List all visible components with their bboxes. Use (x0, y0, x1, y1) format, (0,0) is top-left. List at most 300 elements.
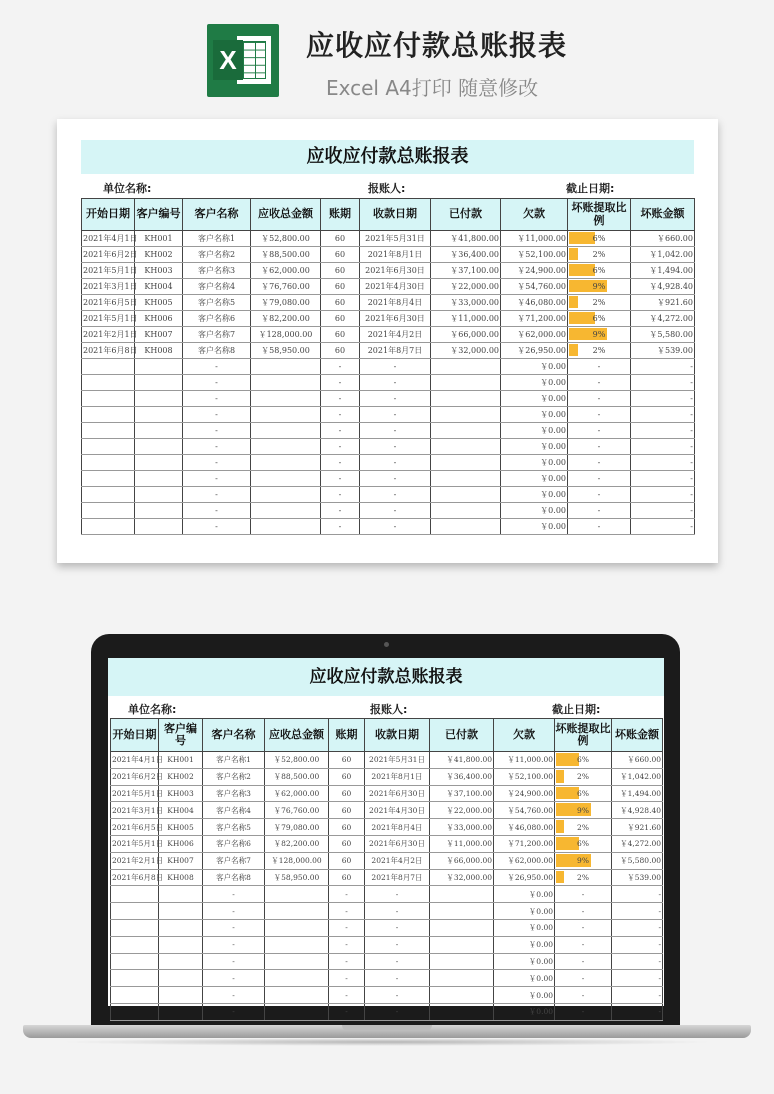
bad-debt-amount-cell: ￥4,272.00 (612, 835, 663, 852)
start-date-cell (82, 503, 135, 519)
ratio-bar (569, 344, 578, 356)
excel-logo-icon (207, 24, 279, 97)
term-cell: 60 (329, 869, 365, 886)
term-cell: - (329, 936, 365, 953)
customer-id-cell: KH006 (135, 311, 183, 327)
ratio-label: - (597, 458, 601, 467)
start-date-cell (111, 1003, 159, 1020)
start-date-cell: 2021年2月1日 (111, 852, 159, 869)
owed-amount-cell: ￥62,000.00 (494, 852, 555, 869)
bad-debt-amount-cell: ￥1,042.00 (631, 247, 695, 263)
receivable-total-cell: ￥58,950.00 (251, 343, 321, 359)
ratio-bar (556, 787, 579, 800)
ratio-label: 9% (592, 282, 606, 291)
bad-debt-ratio-cell (555, 752, 612, 769)
table-row (111, 869, 663, 886)
payment-date-cell: 2021年4月2日 (360, 327, 431, 343)
customer-name-cell: 客户名称4 (203, 802, 265, 819)
column-header: 收款日期 (365, 719, 430, 752)
table-row (82, 247, 695, 263)
paid-amount-cell (431, 487, 501, 503)
customer-id-cell: KH002 (159, 768, 203, 785)
receivable-total-cell: ￥82,200.00 (251, 311, 321, 327)
customer-name-cell: - (183, 503, 251, 519)
receivable-total-cell (251, 407, 321, 423)
term-cell: 60 (321, 247, 360, 263)
receivable-total-cell (265, 919, 329, 936)
term-cell: - (329, 987, 365, 1004)
ratio-bar (569, 264, 595, 276)
paid-amount-cell (430, 953, 494, 970)
start-date-cell (111, 886, 159, 903)
owed-amount-cell: ￥0.00 (501, 439, 568, 455)
bad-debt-ratio-cell (568, 471, 631, 487)
bad-debt-amount-cell: - (631, 407, 695, 423)
start-date-cell: 2021年4月1日 (111, 752, 159, 769)
sheet-preview-a4 (57, 119, 718, 563)
customer-name-cell: 客户名称3 (183, 263, 251, 279)
ratio-label: - (597, 474, 601, 483)
receivable-total-cell: ￥62,000.00 (265, 785, 329, 802)
customer-name-cell: - (203, 936, 265, 953)
ratio-label: 6% (577, 839, 589, 849)
ratio-label: - (581, 973, 585, 983)
ratio-label: - (597, 506, 601, 515)
ratio-label: 2% (592, 346, 606, 355)
bad-debt-ratio-cell (568, 295, 631, 311)
ratio-label: - (581, 906, 585, 916)
bad-debt-amount-cell: - (612, 936, 663, 953)
payment-date-cell: 2021年4月30日 (365, 802, 430, 819)
ratio-bar (556, 871, 564, 884)
payment-date-cell: - (365, 1003, 430, 1020)
table-row (82, 471, 695, 487)
paid-amount-cell (431, 423, 501, 439)
receivable-total-cell (251, 375, 321, 391)
ratio-label: - (581, 1007, 585, 1017)
laptop-camera-icon (384, 642, 389, 647)
start-date-cell (111, 970, 159, 987)
term-cell: - (321, 375, 360, 391)
ratio-label: 2% (577, 822, 589, 832)
term-cell: 60 (321, 311, 360, 327)
customer-id-cell (159, 970, 203, 987)
customer-name-cell: - (183, 423, 251, 439)
customer-name-cell: 客户名称8 (183, 343, 251, 359)
paid-amount-cell: ￥32,000.00 (431, 343, 501, 359)
bad-debt-ratio-cell (555, 802, 612, 819)
receivable-total-cell (251, 487, 321, 503)
payment-date-cell: - (360, 391, 431, 407)
owed-amount-cell: ￥0.00 (494, 987, 555, 1004)
table-row (111, 936, 663, 953)
paid-amount-cell: ￥66,000.00 (431, 327, 501, 343)
ratio-bar (556, 837, 579, 850)
term-cell: 60 (329, 785, 365, 802)
bad-debt-ratio-cell (555, 987, 612, 1004)
term-cell: 60 (321, 263, 360, 279)
customer-id-cell (135, 423, 183, 439)
ratio-label: - (581, 923, 585, 933)
paid-amount-cell: ￥22,000.00 (431, 279, 501, 295)
start-date-cell: 2021年5月1日 (111, 835, 159, 852)
ratio-label: 2% (592, 250, 606, 259)
ratio-label: 6% (592, 314, 606, 323)
bad-debt-amount-cell: - (631, 471, 695, 487)
start-date-cell: 2021年4月1日 (82, 231, 135, 247)
ratio-label: - (597, 394, 601, 403)
unit-name-label: 单位名称: (128, 703, 177, 716)
ledger-table (81, 198, 695, 535)
customer-id-cell: KH007 (159, 852, 203, 869)
term-cell: - (329, 919, 365, 936)
customer-id-cell (159, 886, 203, 903)
table-row (82, 311, 695, 327)
customer-name-cell: - (203, 919, 265, 936)
customer-id-cell: KH007 (135, 327, 183, 343)
ratio-label: 2% (592, 298, 606, 307)
ratio-label: 6% (592, 234, 606, 243)
customer-name-cell: - (183, 487, 251, 503)
customer-id-cell: KH005 (135, 295, 183, 311)
table-row (82, 343, 695, 359)
term-cell: - (321, 519, 360, 535)
table-row (111, 752, 663, 769)
term-cell: 60 (321, 295, 360, 311)
table-row (82, 455, 695, 471)
bad-debt-amount-cell: - (631, 503, 695, 519)
term-cell: 60 (329, 819, 365, 836)
start-date-cell: 2021年3月1日 (111, 802, 159, 819)
unit-name-label: 单位名称: (103, 182, 152, 195)
start-date-cell (111, 936, 159, 953)
term-cell: - (329, 970, 365, 987)
ratio-label: 6% (592, 266, 606, 275)
payment-date-cell: - (365, 987, 430, 1004)
term-cell: 60 (329, 768, 365, 785)
paid-amount-cell (431, 519, 501, 535)
table-row (111, 785, 663, 802)
paid-amount-cell (430, 886, 494, 903)
term-cell: - (321, 471, 360, 487)
paid-amount-cell (431, 455, 501, 471)
customer-id-cell: KH001 (135, 231, 183, 247)
receivable-total-cell (251, 391, 321, 407)
term-cell: - (321, 455, 360, 471)
bad-debt-amount-cell: ￥4,928.40 (631, 279, 695, 295)
bad-debt-ratio-cell (555, 903, 612, 920)
receivable-total-cell (251, 455, 321, 471)
customer-id-cell: KH008 (135, 343, 183, 359)
table-row (111, 903, 663, 920)
table-row (82, 519, 695, 535)
customer-name-cell: - (203, 903, 265, 920)
bad-debt-amount-cell: - (631, 391, 695, 407)
paid-amount-cell: ￥37,100.00 (430, 785, 494, 802)
owed-amount-cell: ￥46,080.00 (501, 295, 568, 311)
bad-debt-amount-cell: - (631, 487, 695, 503)
bad-debt-amount-cell: - (612, 886, 663, 903)
column-header: 坏账提取比例 (555, 719, 612, 752)
owed-amount-cell: ￥0.00 (501, 503, 568, 519)
paid-amount-cell (430, 919, 494, 936)
term-cell: 60 (321, 279, 360, 295)
bad-debt-amount-cell: - (612, 919, 663, 936)
customer-name-cell: - (183, 391, 251, 407)
paid-amount-cell: ￥66,000.00 (430, 852, 494, 869)
table-row (82, 391, 695, 407)
bad-debt-ratio-cell (568, 311, 631, 327)
table-row (82, 231, 695, 247)
column-header: 开始日期 (111, 719, 159, 752)
paid-amount-cell (431, 471, 501, 487)
term-cell: - (329, 1003, 365, 1020)
ratio-label: - (597, 410, 601, 419)
bad-debt-amount-cell: - (631, 519, 695, 535)
customer-name-cell: - (183, 471, 251, 487)
start-date-cell: 2021年5月1日 (111, 785, 159, 802)
bad-debt-amount-cell: ￥660.00 (631, 231, 695, 247)
column-header: 账期 (329, 719, 365, 752)
payment-date-cell: - (360, 455, 431, 471)
customer-id-cell (135, 359, 183, 375)
table-row (111, 819, 663, 836)
laptop-notch (342, 1025, 432, 1031)
receivable-total-cell: ￥62,000.00 (251, 263, 321, 279)
bad-debt-amount-cell: - (612, 903, 663, 920)
column-header: 客户编号 (135, 199, 183, 231)
receivable-total-cell (265, 1003, 329, 1020)
bad-debt-amount-cell: ￥5,580.00 (612, 852, 663, 869)
owed-amount-cell: ￥54,760.00 (501, 279, 568, 295)
customer-name-cell: - (183, 519, 251, 535)
bad-debt-ratio-cell (568, 391, 631, 407)
receivable-total-cell: ￥82,200.00 (265, 835, 329, 852)
customer-name-cell: 客户名称5 (183, 295, 251, 311)
ratio-bar (556, 770, 564, 783)
start-date-cell: 2021年6月2日 (111, 768, 159, 785)
column-header: 应收总金额 (265, 719, 329, 752)
payment-date-cell: - (360, 503, 431, 519)
receivable-total-cell (251, 439, 321, 455)
ratio-label: 6% (577, 755, 589, 765)
customer-name-cell: 客户名称5 (203, 819, 265, 836)
ledger-table (110, 718, 663, 1021)
paid-amount-cell (431, 439, 501, 455)
ratio-label: - (581, 990, 585, 1000)
customer-id-cell (135, 455, 183, 471)
paid-amount-cell: ￥37,100.00 (431, 263, 501, 279)
receivable-total-cell: ￥76,760.00 (251, 279, 321, 295)
customer-name-cell: - (203, 953, 265, 970)
bad-debt-amount-cell: ￥1,494.00 (631, 263, 695, 279)
owed-amount-cell: ￥0.00 (494, 936, 555, 953)
table-row (82, 279, 695, 295)
owed-amount-cell: ￥0.00 (501, 471, 568, 487)
column-header: 收款日期 (360, 199, 431, 231)
customer-id-cell (159, 936, 203, 953)
bad-debt-ratio-cell (555, 768, 612, 785)
customer-name-cell: - (203, 987, 265, 1004)
receivable-total-cell (265, 886, 329, 903)
customer-name-cell: 客户名称7 (183, 327, 251, 343)
start-date-cell: 2021年5月1日 (82, 263, 135, 279)
start-date-cell (82, 455, 135, 471)
customer-name-cell: - (183, 359, 251, 375)
customer-name-cell: - (203, 886, 265, 903)
bad-debt-ratio-cell (555, 953, 612, 970)
bad-debt-ratio-cell (555, 835, 612, 852)
paid-amount-cell: ￥32,000.00 (430, 869, 494, 886)
customer-name-cell: 客户名称6 (183, 311, 251, 327)
column-header: 欠款 (501, 199, 568, 231)
term-cell: - (321, 439, 360, 455)
customer-id-cell: KH003 (135, 263, 183, 279)
bad-debt-ratio-cell (555, 819, 612, 836)
owed-amount-cell: ￥0.00 (501, 375, 568, 391)
paid-amount-cell (431, 503, 501, 519)
bad-debt-ratio-cell (555, 919, 612, 936)
customer-id-cell: KH004 (135, 279, 183, 295)
customer-name-cell: 客户名称3 (203, 785, 265, 802)
table-row (111, 768, 663, 785)
owed-amount-cell: ￥52,100.00 (494, 768, 555, 785)
owed-amount-cell: ￥0.00 (494, 1003, 555, 1020)
table-row (111, 953, 663, 970)
payment-date-cell: - (360, 487, 431, 503)
customer-name-cell: 客户名称1 (203, 752, 265, 769)
bad-debt-amount-cell: - (631, 439, 695, 455)
owed-amount-cell: ￥71,200.00 (494, 835, 555, 852)
receivable-total-cell (265, 936, 329, 953)
start-date-cell (111, 919, 159, 936)
term-cell: - (329, 886, 365, 903)
customer-name-cell: 客户名称4 (183, 279, 251, 295)
owed-amount-cell: ￥11,000.00 (501, 231, 568, 247)
owed-amount-cell: ￥0.00 (501, 423, 568, 439)
term-cell: - (329, 903, 365, 920)
column-header: 账期 (321, 199, 360, 231)
start-date-cell (111, 903, 159, 920)
paid-amount-cell (430, 903, 494, 920)
ratio-bar (569, 312, 595, 324)
start-date-cell (82, 439, 135, 455)
bad-debt-amount-cell: - (631, 359, 695, 375)
page-subtitle: Excel A4打印 随意修改 (326, 76, 539, 100)
ratio-bar (569, 232, 595, 244)
paid-amount-cell: ￥36,400.00 (430, 768, 494, 785)
customer-id-cell (159, 919, 203, 936)
term-cell: 60 (329, 852, 365, 869)
bad-debt-amount-cell: ￥4,272.00 (631, 311, 695, 327)
customer-id-cell (135, 439, 183, 455)
term-cell: - (321, 391, 360, 407)
paid-amount-cell: ￥36,400.00 (431, 247, 501, 263)
start-date-cell (82, 391, 135, 407)
paid-amount-cell (430, 970, 494, 987)
paid-amount-cell: ￥22,000.00 (430, 802, 494, 819)
payment-date-cell: 2021年6月30日 (365, 835, 430, 852)
bad-debt-ratio-cell (568, 407, 631, 423)
customer-id-cell (159, 903, 203, 920)
sheet-preview-laptop (108, 658, 664, 1017)
receivable-total-cell: ￥79,080.00 (251, 295, 321, 311)
paid-amount-cell: ￥33,000.00 (430, 819, 494, 836)
customer-id-cell: KH002 (135, 247, 183, 263)
column-header: 坏账金额 (631, 199, 695, 231)
customer-name-cell: - (203, 970, 265, 987)
receivable-total-cell (265, 987, 329, 1004)
bad-debt-ratio-cell (555, 785, 612, 802)
table-row (82, 503, 695, 519)
customer-name-cell: - (183, 439, 251, 455)
excel-logo-letter: X (213, 40, 243, 80)
start-date-cell (82, 359, 135, 375)
start-date-cell (82, 375, 135, 391)
owed-amount-cell: ￥24,900.00 (501, 263, 568, 279)
customer-name-cell: - (183, 455, 251, 471)
ratio-label: 9% (577, 805, 589, 815)
customer-id-cell (135, 503, 183, 519)
owed-amount-cell: ￥0.00 (494, 953, 555, 970)
owed-amount-cell: ￥0.00 (501, 487, 568, 503)
table-row (111, 1003, 663, 1020)
term-cell: - (321, 423, 360, 439)
bad-debt-ratio-cell (555, 886, 612, 903)
customer-id-cell (159, 987, 203, 1004)
customer-id-cell (135, 391, 183, 407)
paid-amount-cell: ￥11,000.00 (430, 835, 494, 852)
ratio-bar (569, 296, 578, 308)
start-date-cell (111, 987, 159, 1004)
receivable-total-cell: ￥52,800.00 (251, 231, 321, 247)
bad-debt-amount-cell: - (612, 987, 663, 1004)
bad-debt-ratio-cell (568, 423, 631, 439)
payment-date-cell: 2021年6月30日 (365, 785, 430, 802)
receivable-total-cell: ￥58,950.00 (265, 869, 329, 886)
payment-date-cell: 2021年8月4日 (365, 819, 430, 836)
customer-name-cell: - (203, 1003, 265, 1020)
start-date-cell (82, 423, 135, 439)
owed-amount-cell: ￥26,950.00 (501, 343, 568, 359)
owed-amount-cell: ￥71,200.00 (501, 311, 568, 327)
term-cell: - (321, 487, 360, 503)
bad-debt-ratio-cell (568, 343, 631, 359)
bad-debt-amount-cell: ￥539.00 (631, 343, 695, 359)
receivable-total-cell: ￥128,000.00 (265, 852, 329, 869)
receivable-total-cell (251, 471, 321, 487)
receivable-total-cell: ￥76,760.00 (265, 802, 329, 819)
bad-debt-amount-cell: ￥5,580.00 (631, 327, 695, 343)
paid-amount-cell (431, 359, 501, 375)
paid-amount-cell: ￥33,000.00 (431, 295, 501, 311)
table-row (82, 295, 695, 311)
payment-date-cell: - (360, 423, 431, 439)
receivable-total-cell: ￥88,500.00 (251, 247, 321, 263)
column-header: 已付款 (431, 199, 501, 231)
paid-amount-cell (430, 936, 494, 953)
term-cell: - (321, 407, 360, 423)
ratio-label: 6% (577, 788, 589, 798)
ratio-label: 9% (592, 330, 606, 339)
ratio-label: - (581, 956, 585, 966)
payment-date-cell: - (365, 936, 430, 953)
customer-id-cell (135, 375, 183, 391)
report-title: 应收应付款总账报表 (108, 658, 664, 696)
ratio-label: - (581, 889, 585, 899)
bad-debt-ratio-cell (568, 503, 631, 519)
bad-debt-amount-cell: - (631, 423, 695, 439)
